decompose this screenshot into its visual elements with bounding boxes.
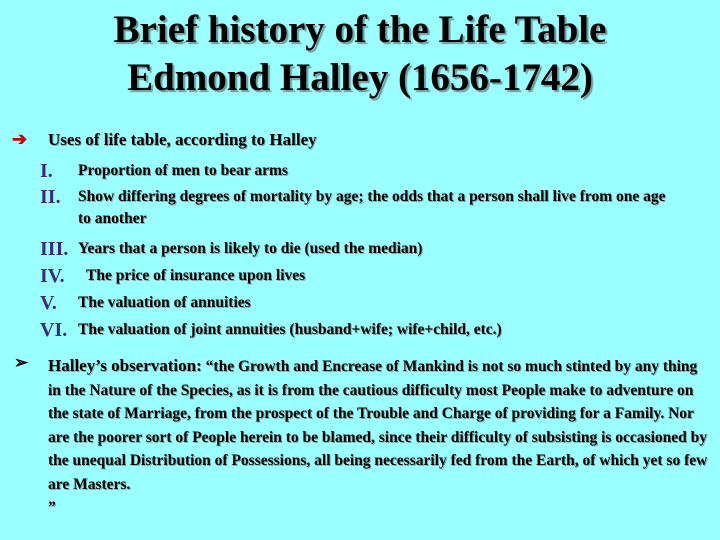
list-item-text: Show differing degrees of mortality by age; the odds that a person shall live from one age to another: [78, 188, 666, 227]
uses-list: [40, 160, 710, 346]
list-item: [40, 160, 710, 186]
arrow-right-icon: ➔: [12, 129, 28, 149]
list-item-number: IV.: [40, 265, 65, 287]
list-item-text: The price of insurance upon lives: [86, 267, 306, 284]
title-line-1: Brief history of the Life Table: [113, 8, 607, 51]
list-item-text: Years that a person is likely to die (used the median): [78, 240, 423, 257]
slide-title: [0, 6, 720, 102]
list-item-number: I.: [40, 160, 53, 182]
observation-lead: Halley’s observation:: [48, 356, 202, 375]
list-item: [40, 186, 710, 238]
uses-heading: Uses of life table, according to Halley: [48, 130, 317, 149]
halley-observation: [48, 354, 713, 520]
list-item-text: The valuation of annuities: [78, 294, 251, 311]
list-item-number: VI.: [40, 319, 68, 341]
list-item-number: III.: [40, 238, 69, 260]
list-item: [40, 238, 710, 265]
title-line-2: Edmond Halley (1656-1742): [127, 56, 593, 99]
list-item: [40, 292, 710, 319]
arrowhead-icon: ➢: [14, 353, 29, 372]
list-item: [40, 265, 710, 292]
list-item-text: Proportion of men to bear arms: [78, 162, 288, 179]
list-item-text: The valuation of joint annuities (husband+wife; wife+child, etc.): [78, 321, 502, 338]
list-item-number: II.: [40, 186, 61, 208]
observation-closing: ”: [48, 499, 56, 516]
observation-quote: “the Growth and Encrease of Mankind is not so much stinted by any thing in the Nature of the Species, as it is from the cautious difficulty most People make to adventure on the state of Marriage, from the prospect of the Trouble and Charge of providing for a Family. Nor are the poorer sort of People herein to be blamed, since their difficulty of subsisting is occasioned by the unequal Distribution of Possessions, all being necessarily fed from the Earth, of which yet so few are Masters.: [48, 358, 708, 493]
list-item-number: V.: [40, 292, 57, 314]
list-item: [40, 319, 710, 346]
